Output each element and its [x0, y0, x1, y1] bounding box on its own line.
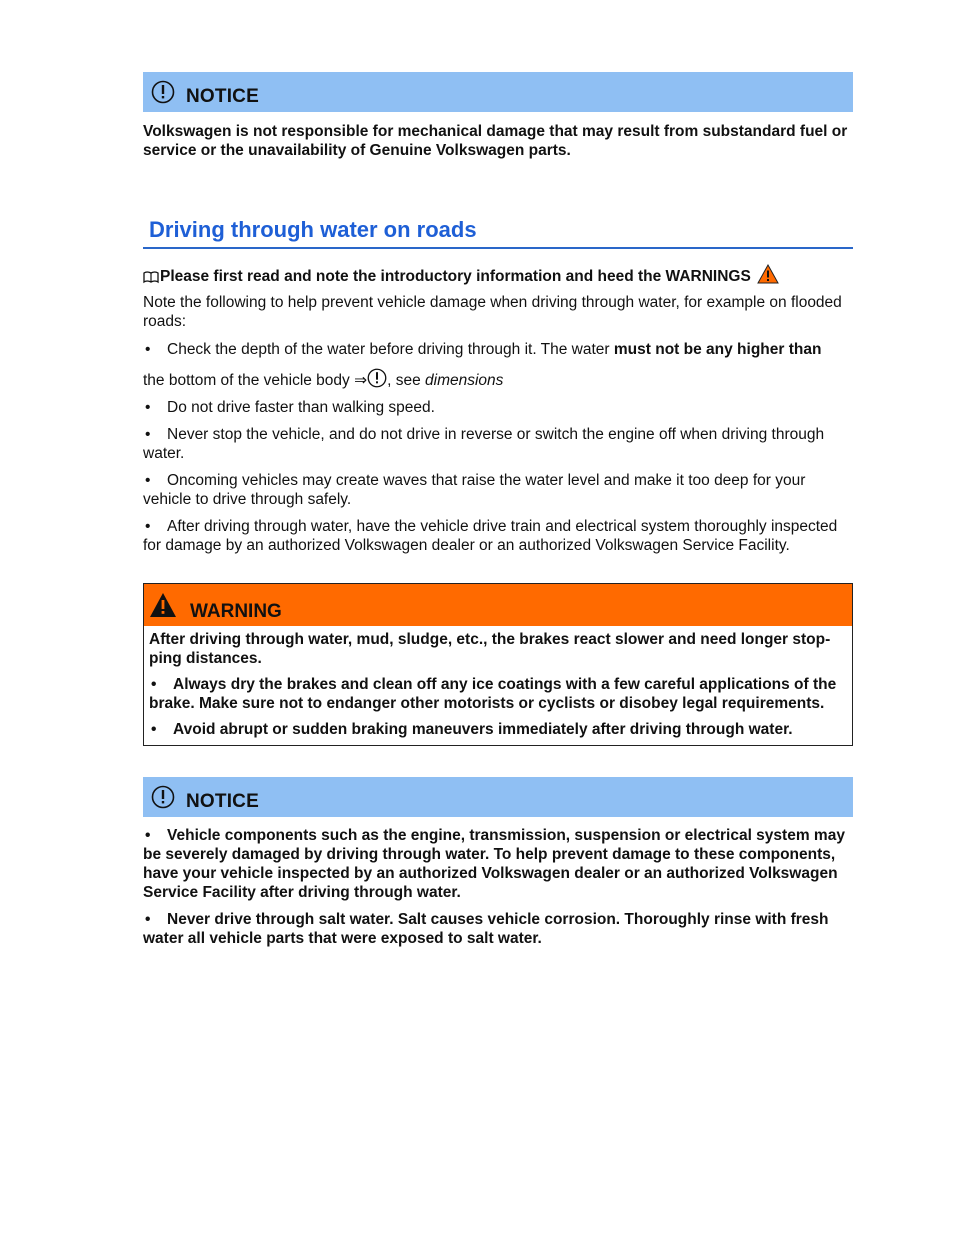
- warning-triangle-icon: [757, 264, 779, 284]
- notice-body: [143, 826, 853, 948]
- list-item-text: • Avoid abrupt or sudden braking maneuvers immediately after driving through water.: [151, 721, 793, 738]
- list-item-text: • Never stop the vehicle, and do not drive in reverse or switch the engine off when driving through water.: [143, 426, 825, 462]
- notice-header: [143, 72, 853, 112]
- notice-exclamation-icon: [151, 80, 175, 104]
- bullet-dot: •: [145, 518, 151, 535]
- list-item: [143, 340, 853, 359]
- warning-box: [143, 583, 853, 746]
- intro-line: [143, 267, 853, 286]
- bullet-dot: •: [145, 472, 151, 489]
- list-item-text: Do not drive faster than walking speed.: [167, 399, 435, 416]
- warning-text: After driving through water, mud, sludge, etc., the brakes react slower and need longer stop-ping distances.: [149, 631, 831, 667]
- list-item-text: • Never drive through salt water. Salt causes vehicle corrosion. Thoroughly rinse with fresh water all vehicle parts that were exposed to salt water.: [143, 911, 829, 947]
- notice-header: [143, 777, 853, 817]
- dimensions-reference: dimensions: [425, 372, 504, 389]
- list-item-text: Check the depth of the water before driving through it. The water must not be any higher than: [167, 341, 822, 358]
- list-item: [143, 517, 853, 555]
- list-item: [149, 675, 846, 713]
- list-item: [143, 471, 853, 509]
- bullet-dot: •: [145, 399, 151, 416]
- warning-title: WARNING: [190, 601, 282, 622]
- bullet-dot: •: [151, 676, 157, 693]
- list-item: [143, 398, 853, 417]
- bullet-dot: •: [145, 827, 151, 844]
- list-item-continuation: the bottom of the vehicle body ⇒ , see dimensions: [143, 368, 853, 390]
- list-item-text: • Vehicle components such as the engine, transmission, suspension or electrical system may be severely damaged by driving through water. To help prevent damage to these components, have your vehicle inspected by an authorized Volkswagen dealer or an authorized Volkswagen Service Facility after driving through water.: [143, 827, 845, 901]
- notice-text: Volkswagen is not responsible for mechanical damage that may result from substandard fuel or service or the unavailability of Genuine Volkswagen parts.: [143, 123, 848, 159]
- notice-title: NOTICE: [186, 86, 259, 107]
- list-item: [149, 720, 846, 739]
- bullet-dot: •: [145, 341, 151, 358]
- warning-triangle-icon: [149, 592, 177, 618]
- manual-page: [143, 72, 853, 948]
- lead-paragraph: Note the following to help prevent vehicle damage when driving through water, for example on flooded roads:: [143, 294, 842, 330]
- section-heading: Driving through water on roads: [143, 216, 853, 249]
- bullet-dot: •: [145, 426, 151, 443]
- intro-text: Please first read and note the introductory information and heed the WARNINGS: [160, 268, 751, 285]
- list-item-text: • Always dry the brakes and clean off any ice coatings with a few careful applications of the brake. Make sure not to endanger other motorists or cyclists or disobey legal requirements.: [149, 676, 837, 712]
- bullet-dot: •: [145, 911, 151, 928]
- list-item: [143, 910, 853, 948]
- notice-title: NOTICE: [186, 791, 259, 812]
- list-item: [143, 826, 853, 902]
- warning-header: [144, 584, 852, 626]
- list-item-text: • After driving through water, have the vehicle drive train and electrical system thoroughly inspected for damage by an authorized Volkswagen dealer or an authorized Volkswagen Service Facility.: [143, 518, 838, 554]
- notice-exclamation-icon: [151, 785, 175, 809]
- warning-body: [144, 626, 852, 745]
- notice-exclamation-icon: [367, 368, 387, 388]
- bullet-dot: •: [151, 721, 157, 738]
- list-item-text: • Oncoming vehicles may create waves that raise the water level and make it too deep for your vehicle to drive through safely.: [143, 472, 806, 508]
- book-icon: [143, 270, 159, 284]
- list-item: [143, 425, 853, 463]
